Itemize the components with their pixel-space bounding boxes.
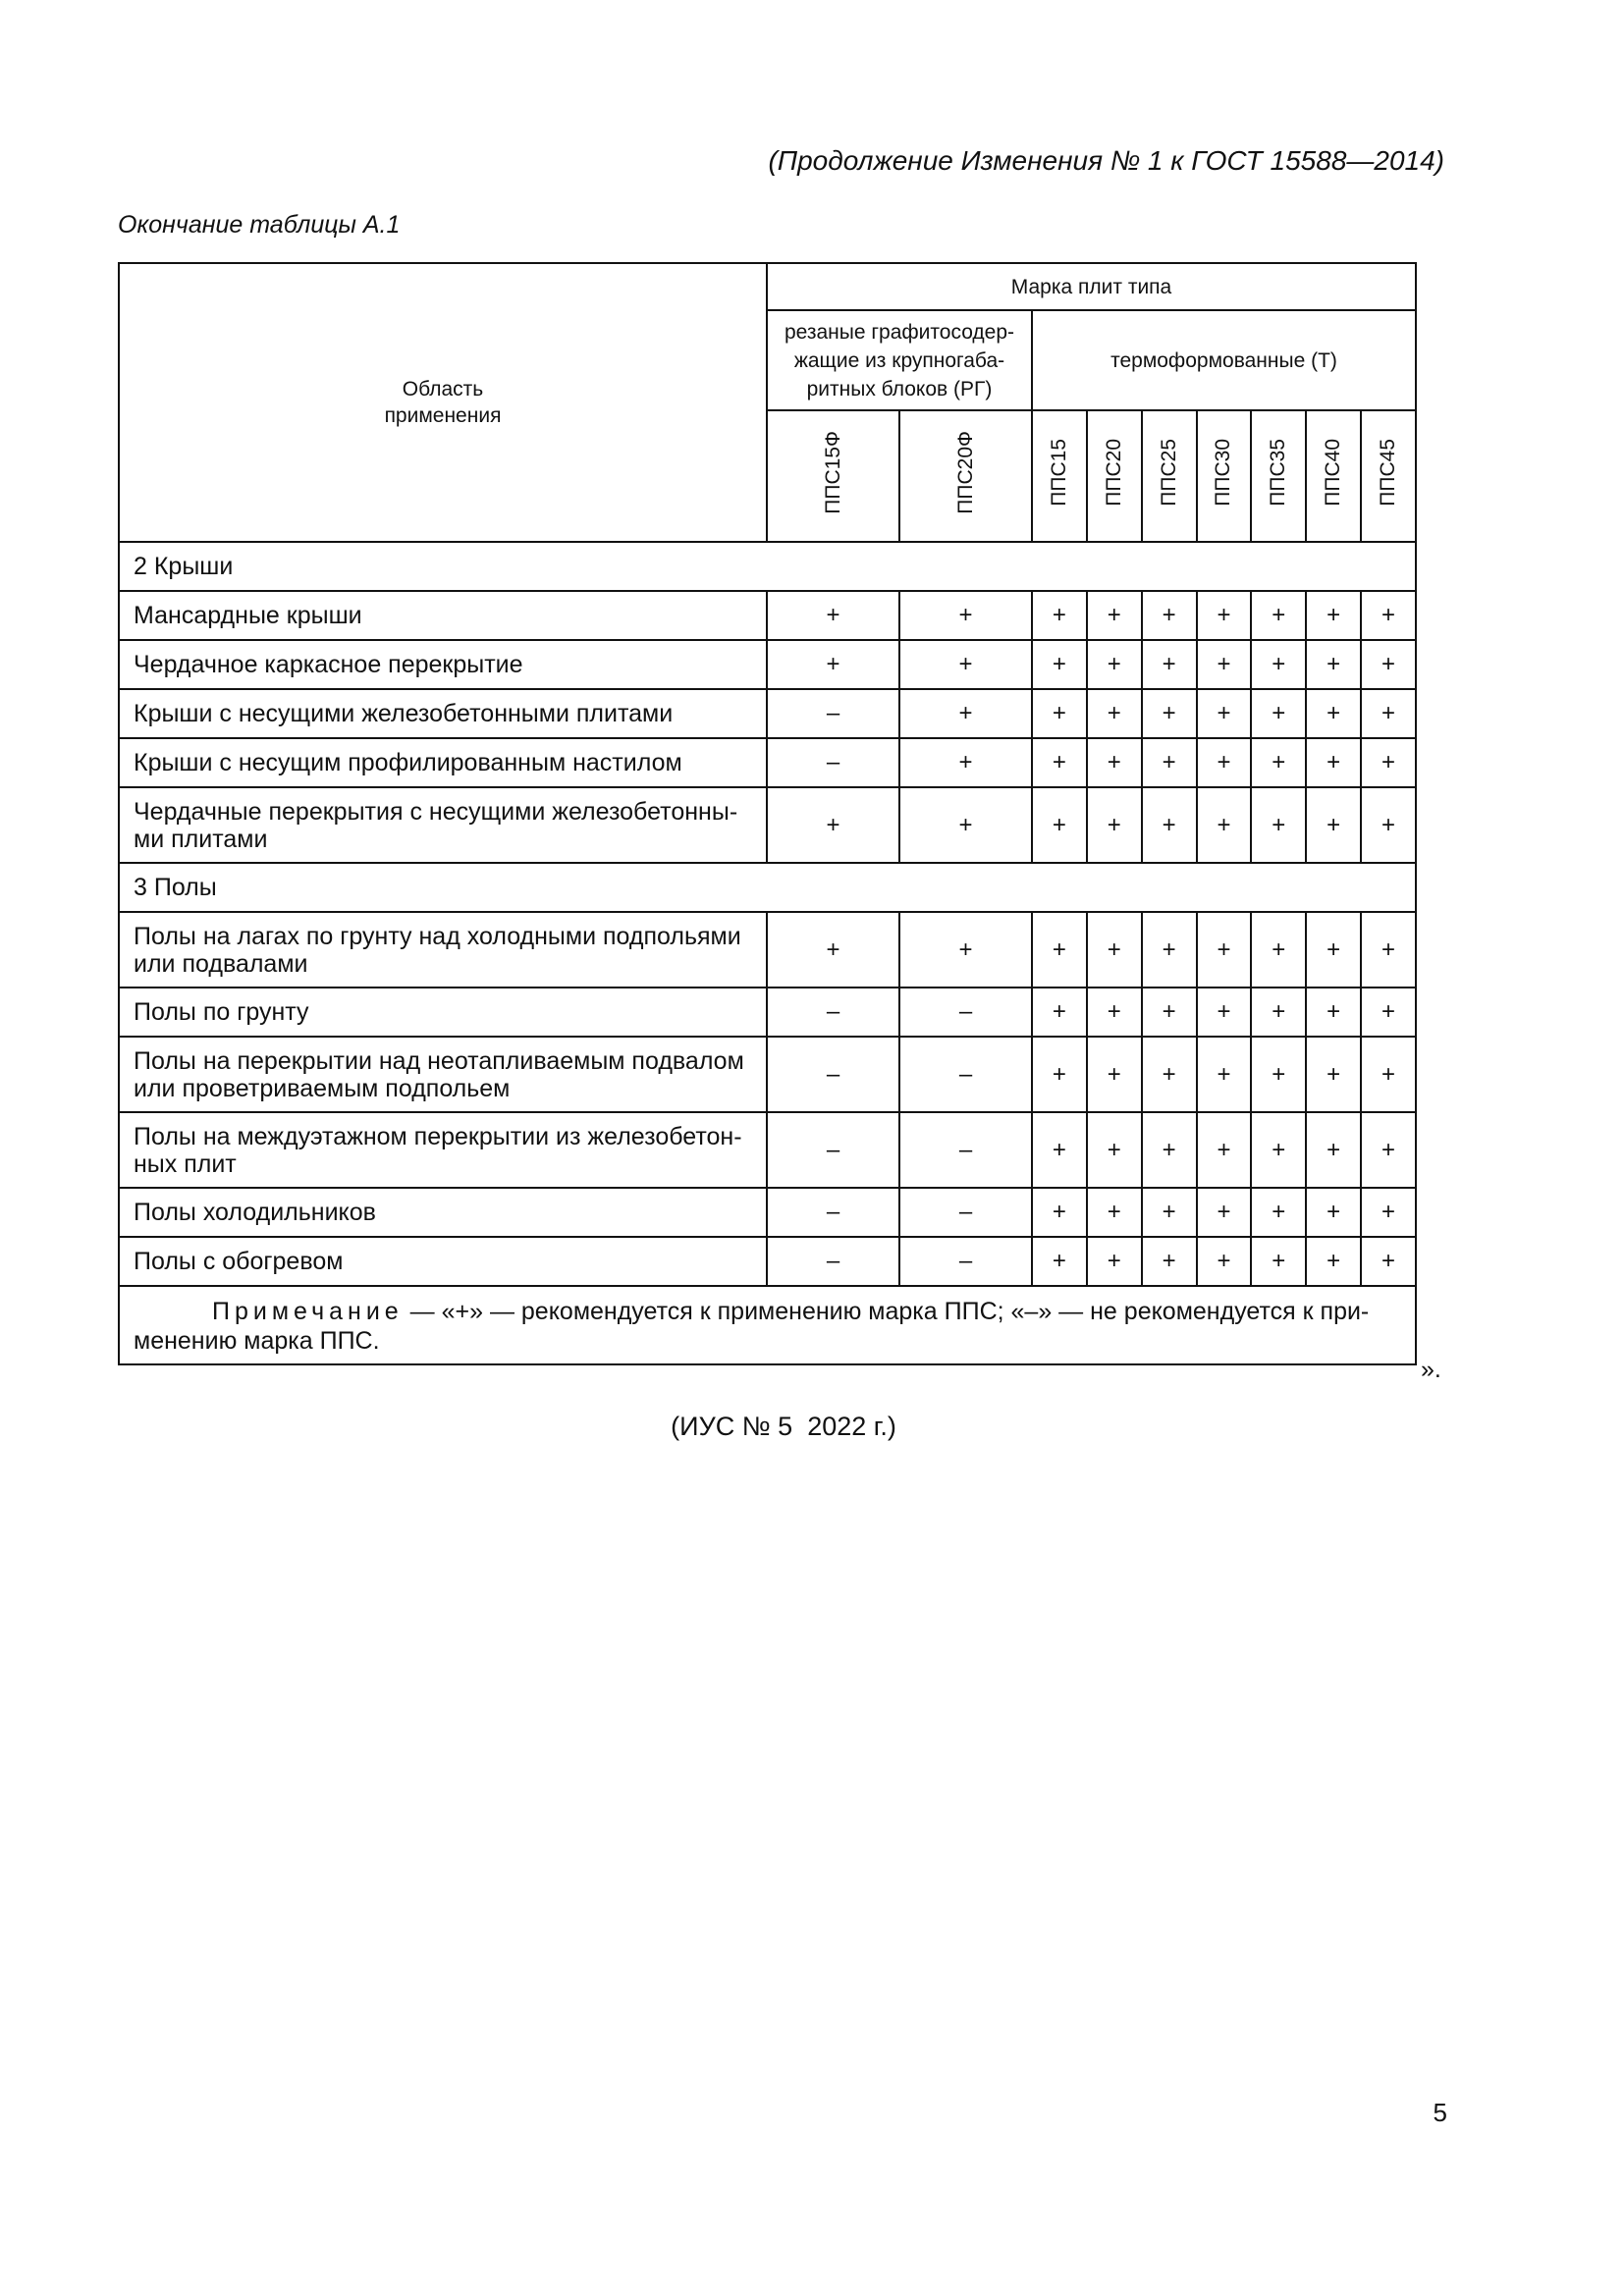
recommendation-mark: + [1306,1188,1361,1237]
brand-column-header [767,410,899,542]
application-area-line: Полы с обогревом [134,1248,344,1275]
table-row [119,787,1416,863]
recommendation-mark: + [1087,1037,1142,1112]
recommendation-mark: + [1032,912,1087,988]
page-number: 5 [1433,2098,1447,2127]
area-header-line: Область [402,378,484,400]
application-area [119,1188,767,1237]
application-area [119,787,767,863]
recommendation-mark: + [1306,640,1361,689]
application-area [119,988,767,1037]
recommendation-mark: + [1142,1037,1197,1112]
recommendation-mark: + [1361,689,1416,738]
table-row [119,591,1416,640]
recommendation-mark: + [1087,912,1142,988]
recommendation-mark: + [1361,787,1416,863]
recommendation-mark: + [1361,591,1416,640]
recommendation-mark: + [1306,1037,1361,1112]
recommendation-mark: + [1306,591,1361,640]
brand-column-header [1306,410,1361,542]
application-area-line: Мансардные крыши [134,602,362,629]
recommendation-mark: + [1197,689,1252,738]
brand-label: ППС45 [1377,439,1400,507]
recommendation-mark: + [1142,1188,1197,1237]
recommendation-mark: – [767,689,899,738]
section-row [119,863,1416,912]
recommendation-mark: + [899,912,1032,988]
brand-label: ППС35 [1267,439,1290,507]
recommendation-mark: + [767,640,899,689]
recommendation-mark: + [1197,1188,1252,1237]
recommendation-mark: + [767,591,899,640]
note-line [134,1297,1401,1326]
note [119,1286,1416,1364]
brand-label: ППС20 [1102,439,1125,507]
recommendation-mark: + [1361,912,1416,988]
recommendation-mark: + [1087,787,1142,863]
group-rg-header [767,310,1032,410]
recommendation-mark: + [1361,1037,1416,1112]
brand-column-header [899,410,1032,542]
table-row [119,1112,1416,1188]
brand-column-header [1142,410,1197,542]
recommendation-mark: + [1142,738,1197,787]
recommendation-mark: + [1142,787,1197,863]
application-area-line: Чердачные перекрытия с несущими железобетонны- [134,797,738,826]
application-area [119,591,767,640]
brand-label: ППС40 [1322,439,1345,507]
recommendation-mark: + [899,787,1032,863]
note-label: Примечание [212,1298,404,1325]
recommendation-mark: + [1087,689,1142,738]
recommendation-mark: + [1361,1237,1416,1286]
recommendation-mark: + [1032,689,1087,738]
recommendation-mark: + [1032,1188,1087,1237]
recommendation-mark: + [1251,640,1306,689]
recommendation-mark: + [1306,738,1361,787]
section-row [119,542,1416,591]
recommendation-mark: + [1197,1037,1252,1112]
recommendation-mark: + [1032,591,1087,640]
recommendation-mark: + [1032,640,1087,689]
recommendation-mark: + [1361,640,1416,689]
group-rg-line: жащие из крупногаба- [793,348,1005,372]
recommendation-mark: + [1032,988,1087,1037]
table-row [119,689,1416,738]
recommendation-mark: – [899,1188,1032,1237]
recommendation-mark: + [1032,1037,1087,1112]
recommendation-mark: + [899,738,1032,787]
page-header-title: (Продолжение Изменения № 1 к ГОСТ 15588—2014) [768,145,1444,176]
recommendation-mark: + [1306,1237,1361,1286]
recommendation-mark: + [1251,988,1306,1037]
recommendation-mark: + [1087,1237,1142,1286]
application-area [119,912,767,988]
table-caption: Окончание таблицы А.1 [118,211,401,239]
recommendation-mark: + [1306,988,1361,1037]
application-area-line: Крыши с несущими железобетонными плитами [134,700,674,727]
recommendation-mark: + [899,591,1032,640]
recommendation-mark: + [1251,787,1306,863]
table-row [119,912,1416,988]
recommendation-mark: – [767,1237,899,1286]
brand-column-header [1087,410,1142,542]
application-area-line: Полы на перекрытии над неотапливаемым подвалом [134,1046,744,1075]
application-table [118,262,1417,1365]
table-row [119,1188,1416,1237]
recommendation-mark: + [1142,988,1197,1037]
recommendation-mark: + [1306,689,1361,738]
recommendation-mark: + [1197,787,1252,863]
recommendation-mark: + [1251,1237,1306,1286]
recommendation-mark: + [1251,689,1306,738]
recommendation-mark: + [1142,591,1197,640]
application-area-line: или подвалами [134,949,308,978]
application-area-line: Чердачное каркасное перекрытие [134,651,523,678]
group-rg-line: ритных блоков (РГ) [806,377,993,400]
recommendation-mark: – [767,738,899,787]
recommendation-mark: + [767,787,899,863]
recommendation-mark: – [899,988,1032,1037]
application-area-line: Полы на лагах по грунту над холодными подпольями [134,922,741,950]
recommendation-mark: – [899,1112,1032,1188]
recommendation-mark: + [1032,1112,1087,1188]
application-area-line: или проветриваемым подпольем [134,1074,511,1102]
application-area [119,689,767,738]
application-area-line: Крыши с несущим профилированным настилом [134,749,682,776]
recommendation-mark: + [1361,988,1416,1037]
recommendation-mark: – [767,1188,899,1237]
application-area-line: ми плитами [134,825,268,853]
brand-label: ППС15Ф [821,431,844,514]
recommendation-mark: – [767,1112,899,1188]
table-row [119,1237,1416,1286]
recommendation-mark: + [1032,738,1087,787]
table-row [119,988,1416,1037]
area-header [119,263,767,542]
note-line: менению марка ППС. [134,1327,380,1355]
note-text: — «+» — рекомендуется к применению марка ППС; «–» — не рекомендуется к при- [403,1298,1370,1325]
recommendation-mark: + [1306,1112,1361,1188]
recommendation-mark: + [1142,1112,1197,1188]
application-area [119,738,767,787]
recommendation-mark: + [1197,738,1252,787]
recommendation-mark: + [1197,1237,1252,1286]
section-label: 3 Полы [119,863,1416,912]
note-row [119,1286,1416,1364]
recommendation-mark: + [767,912,899,988]
recommendation-mark: + [1032,787,1087,863]
brand-column-header [1361,410,1416,542]
table-row [119,738,1416,787]
brand-column-header [1197,410,1252,542]
application-area [119,1037,767,1112]
recommendation-mark: – [899,1037,1032,1112]
recommendation-mark: + [1361,738,1416,787]
recommendation-mark: + [899,640,1032,689]
recommendation-mark: + [1197,988,1252,1037]
brand-label: ППС15 [1047,439,1070,507]
recommendation-mark: + [1142,689,1197,738]
section-label: 2 Крыши [119,542,1416,591]
recommendation-mark: + [1251,591,1306,640]
recommendation-mark: + [1361,1188,1416,1237]
recommendation-mark: – [767,988,899,1037]
recommendation-mark: + [1197,1112,1252,1188]
recommendation-mark: + [1087,738,1142,787]
recommendation-mark: – [767,1037,899,1112]
recommendation-mark: + [1251,912,1306,988]
recommendation-mark: + [1251,1112,1306,1188]
table-row [119,640,1416,689]
recommendation-mark: + [1306,912,1361,988]
brand-label: ППС25 [1157,439,1180,507]
brand-label: ППС30 [1212,439,1235,507]
recommendation-mark: + [1306,787,1361,863]
application-area-line: Полы на междуэтажном перекрытии из железобетон- [134,1122,742,1150]
recommendation-mark: + [1361,1112,1416,1188]
recommendation-mark: + [1087,591,1142,640]
application-area-line: ных плит [134,1149,237,1178]
brand-column-header [1032,410,1087,542]
brand-header: Марка плит типа [767,263,1416,310]
application-area-line: Полы по грунту [134,998,309,1026]
recommendation-mark: + [1251,1037,1306,1112]
group-rg-line: резаные графитосодер- [784,320,1015,344]
closing-quote: ». [1421,1356,1441,1383]
brand-label: ППС20Ф [953,431,977,514]
recommendation-mark: + [1087,988,1142,1037]
recommendation-mark: – [899,1237,1032,1286]
application-area [119,1112,767,1188]
area-header-line: применения [384,404,502,427]
application-area-line: Полы холодильников [134,1199,376,1226]
recommendation-mark: + [1142,1237,1197,1286]
recommendation-mark: + [1197,591,1252,640]
recommendation-mark: + [1197,912,1252,988]
brand-column-header [1251,410,1306,542]
recommendation-mark: + [1142,640,1197,689]
application-area [119,1237,767,1286]
recommendation-mark: + [899,689,1032,738]
ius-reference: (ИУС № 5 2022 г.) [671,1412,896,1441]
group-t-header: термоформованные (Т) [1032,310,1416,410]
application-area [119,640,767,689]
recommendation-mark: + [1197,640,1252,689]
recommendation-mark: + [1087,1188,1142,1237]
recommendation-mark: + [1087,640,1142,689]
recommendation-mark: + [1087,1112,1142,1188]
table-row [119,1037,1416,1112]
recommendation-mark: + [1251,738,1306,787]
recommendation-mark: + [1251,1188,1306,1237]
recommendation-mark: + [1142,912,1197,988]
recommendation-mark: + [1032,1237,1087,1286]
